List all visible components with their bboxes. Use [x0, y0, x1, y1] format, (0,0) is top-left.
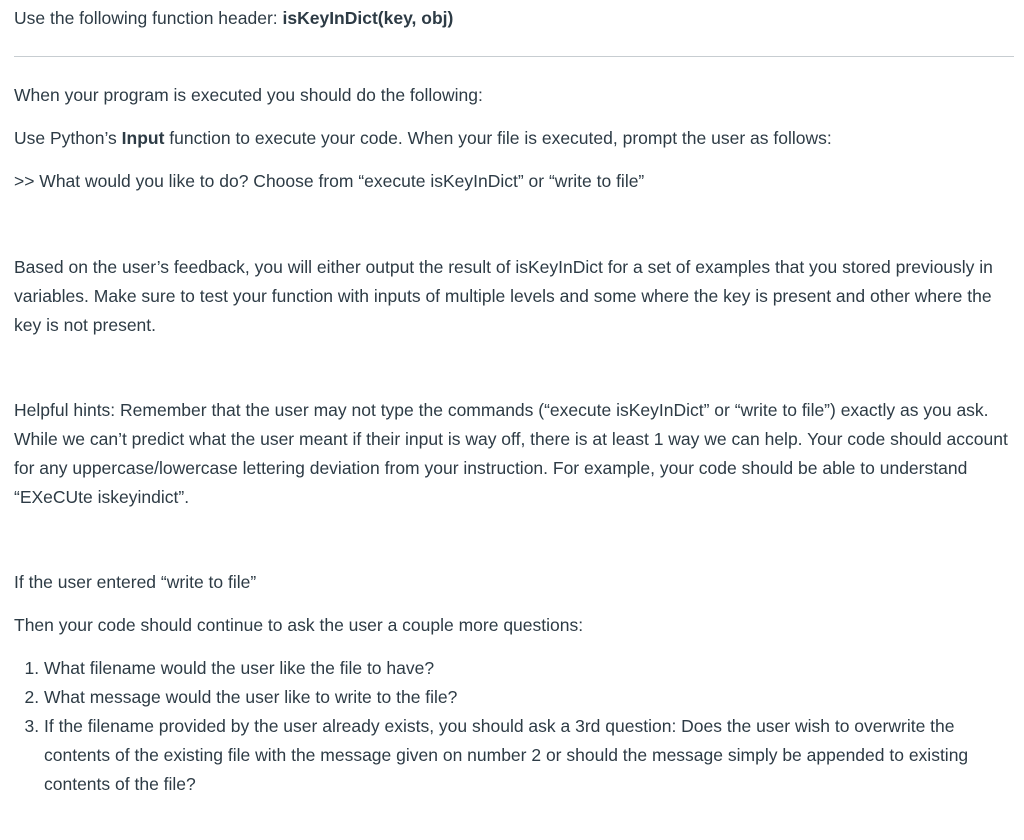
input-instruction-after: function to execute your code. When your file is executed, prompt the user as follows:: [164, 128, 832, 148]
user-prompt-line: >> What would you like to do? Choose from “execute isKeyInDict” or “write to file”: [14, 171, 645, 191]
input-instruction-before: Use Python’s: [14, 128, 122, 148]
function-signature: isKeyInDict(key, obj): [282, 8, 454, 28]
input-keyword: Input: [121, 128, 165, 148]
feedback-paragraph: Based on the user’s feedback, you will either output the result of isKeyInDict for a set of examples that you stored previously in variables. Make sure to test your function with inputs of multiple levels and some where the key is present and other where the key is not present.: [14, 257, 993, 335]
write-case-line: If the user entered “write to file”: [14, 572, 257, 592]
divider: [14, 56, 1014, 57]
list-item: 2. What message would the user like to write to the file?: [44, 683, 1012, 712]
question-list: [14, 654, 1012, 799]
follow-up-intro: Then your code should continue to ask the user a couple more questions:: [14, 615, 584, 635]
function-header-line: [14, 4, 453, 33]
list-item: 3. If the filename provided by the user already exists, you should ask a 3rd question: Does the user wish to overwrite the contents of the existing file with the message given on number 2 or should the message simply be appended to existing contents of the file?: [44, 712, 1012, 799]
hints-paragraph: Helpful hints: Remember that the user may not type the commands (“execute isKeyInDict” or “write to file”) exactly as you ask. While we can’t predict what the user meant if their input is way off, there is at least 1 way we can help. Your code should account for any uppercase/lowercase lettering deviation from your instruction. For example, your code should be able to understand “EXeCUte iskeyindict”.: [14, 400, 1008, 507]
list-item: 1. What filename would the user like the file to have?: [44, 654, 1012, 683]
input-instruction: [14, 124, 1012, 153]
function-header-prefix: Use the following function header:: [14, 8, 283, 28]
intro-paragraph: When your program is executed you should do the following:: [14, 85, 483, 105]
